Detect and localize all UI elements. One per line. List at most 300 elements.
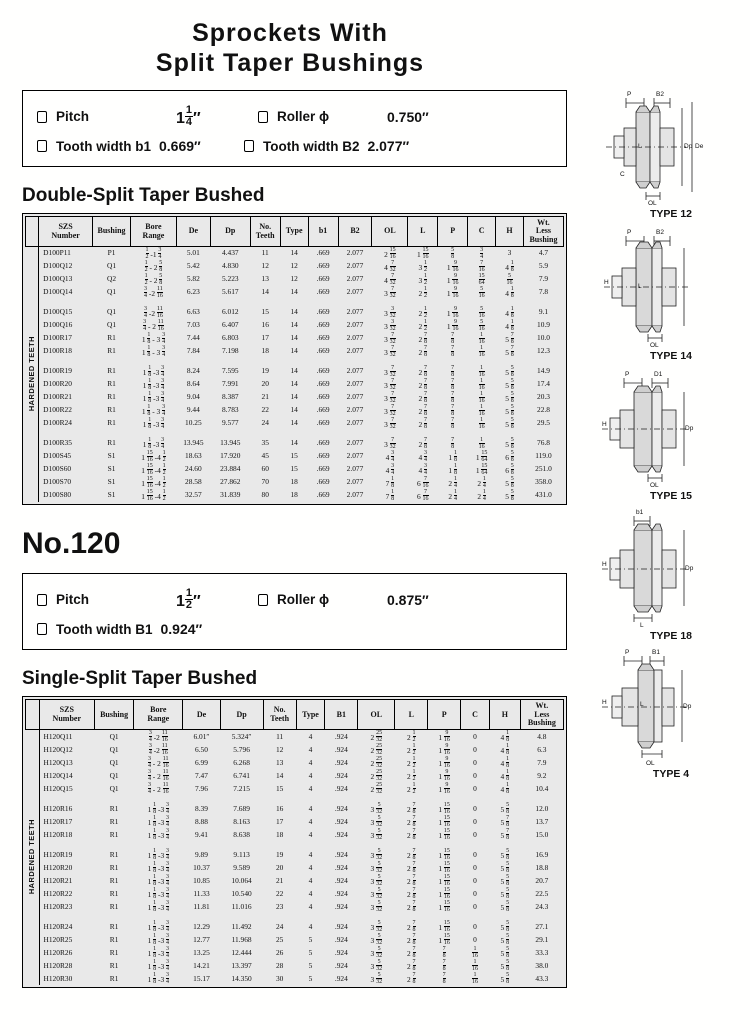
cell: R1 — [109, 901, 119, 911]
cell: 6 $\frac{5}{8}$ — [505, 450, 514, 464]
col-header: B2 — [338, 217, 372, 247]
cell: 5 $\frac{5}{8}$ — [500, 959, 510, 973]
value-tooth-width-b2: 2.077″ — [367, 138, 410, 154]
cell: $\frac{15}{64}$ — [478, 273, 485, 287]
cell: 15 — [290, 464, 298, 474]
col-header: H — [489, 700, 520, 730]
cell: 2 $\frac{1}{2}$ — [418, 319, 428, 333]
value-tooth-width-b1-120: 0.924″ — [160, 621, 203, 638]
cell: 14.21 — [193, 960, 210, 970]
cell: 3 $\frac{5}{32}$ — [370, 900, 383, 914]
table-row[interactable] — [26, 476, 564, 489]
cell: 4 $\frac{7}{32}$ — [384, 260, 396, 274]
cell: 6.803 — [221, 333, 239, 343]
cell: 76.8 — [537, 438, 550, 448]
cell: 2 $\frac{7}{8}$ — [418, 332, 428, 346]
cell: $\frac{1}{2}$ - 2 $\frac{5}{8}$ — [144, 273, 163, 287]
cell: $\frac{1}{16}$ — [478, 404, 485, 418]
cell: 5 $\frac{5}{8}$ — [500, 920, 510, 934]
cell: 10.4 — [535, 783, 549, 793]
cell: $\frac{1}{16}$ — [478, 437, 485, 451]
cell: H120R17 — [43, 816, 73, 826]
cell: 4 $\frac{1}{8}$ — [500, 756, 510, 770]
col-header: Bore Range — [131, 217, 177, 247]
col-header: P — [438, 217, 468, 247]
table-row[interactable] — [26, 365, 564, 378]
cell: D100S80 — [43, 490, 72, 500]
col-header: Wt. Less Bushing — [523, 217, 563, 247]
cell: 4 $\frac{1}{8}$ — [505, 260, 514, 274]
page-title-line1: Sprockets With — [192, 19, 388, 47]
table-row[interactable] — [26, 959, 564, 972]
table-row[interactable] — [26, 391, 564, 404]
cell: 1 $\frac{15}{16}$ -4 $\frac{1}{2}$ — [141, 476, 166, 490]
svg-text:OL: OL — [648, 200, 657, 206]
cell: .669 — [316, 274, 330, 284]
cell: 2 $\frac{25}{32}$ — [370, 782, 383, 796]
cell: 5 — [308, 947, 313, 957]
table-row[interactable] — [26, 861, 564, 874]
cell: 1 $\frac{15}{64}$ — [475, 463, 488, 477]
cell: R1 — [107, 418, 116, 428]
cell: 2 $\frac{7}{8}$ — [406, 887, 416, 901]
cell: 4 — [308, 888, 313, 898]
svg-text:b1: b1 — [636, 509, 644, 516]
cell: 3 $\frac{5}{32}$ — [370, 887, 383, 901]
cell: 8.638 — [233, 829, 250, 839]
cell: 4 $\frac{1}{8}$ — [505, 286, 514, 300]
cell: 14 — [290, 366, 298, 376]
cell: 5.324″ — [231, 731, 252, 741]
label-pitch-120: Pitch — [56, 592, 90, 608]
cell: $\frac{3}{4}$ - 2 $\frac{11}{16}$ — [147, 756, 169, 770]
cell: 10.0 — [537, 333, 550, 343]
cell: 5 $\frac{5}{8}$ — [500, 861, 510, 875]
table-row[interactable] — [26, 900, 564, 913]
cell: 1 $\frac{9}{16}$ — [446, 306, 459, 320]
svg-text:OL: OL — [650, 342, 659, 348]
cell: $\frac{7}{8}$ — [451, 417, 455, 431]
cell: 8.88 — [195, 816, 208, 826]
cell: 7.595 — [221, 366, 239, 376]
table-row[interactable] — [26, 743, 564, 756]
col-header: C — [468, 217, 496, 247]
cell: 10.064 — [231, 875, 252, 885]
cell: 2 $\frac{7}{8}$ — [406, 828, 416, 842]
cell: 5.9 — [538, 261, 549, 271]
section-heading-double-split: Double-Split Taper Bushed — [22, 185, 265, 206]
cell: 25 — [275, 934, 284, 944]
cell: 2.077 — [346, 366, 364, 376]
cell: 12 — [261, 261, 269, 271]
cell: 15 — [275, 783, 284, 793]
cell: 0 — [473, 770, 477, 780]
cell: Q1 — [107, 320, 117, 330]
cell: 1 $\frac{9}{16}$ — [438, 769, 450, 783]
cell: 3 $\frac{5}{32}$ — [370, 848, 383, 862]
table-row[interactable] — [26, 848, 564, 861]
cell: 4 $\frac{3}{4}$ — [385, 450, 395, 464]
svg-text:C: C — [620, 171, 625, 178]
cell: 10.25 — [185, 418, 202, 428]
cell: 2 $\frac{1}{4}$ — [448, 476, 457, 490]
cell: 2 $\frac{7}{8}$ — [406, 848, 416, 862]
cell: H120Q13 — [43, 757, 73, 767]
cell: $\frac{1}{16}$ — [472, 959, 478, 973]
table-row[interactable] — [26, 756, 564, 769]
cell: 2.077 — [346, 274, 364, 284]
cell: 3 $\frac{1}{2}$ — [418, 273, 428, 287]
cell: 1 $\frac{1}{8}$ - 3 $\frac{3}{4}$ — [141, 404, 166, 418]
cell: 2 $\frac{7}{8}$ — [406, 900, 416, 914]
cell: 5 $\frac{5}{8}$ — [505, 417, 514, 431]
cell: 30 — [275, 973, 284, 983]
cell: 9.44 — [186, 405, 200, 415]
spec-box-no120 — [22, 573, 567, 650]
svg-text:B1: B1 — [652, 649, 660, 656]
cell: 9.113 — [233, 849, 250, 859]
cell: 28 — [275, 960, 284, 970]
cell: 14 — [290, 379, 298, 389]
cell: 21 — [275, 875, 284, 885]
cell: 11 — [261, 248, 269, 258]
cell: 14 — [290, 392, 298, 402]
cell: 13.945 — [183, 438, 204, 448]
col-header: b1 — [308, 217, 338, 247]
table-row[interactable] — [26, 972, 564, 985]
cell: 7.47 — [195, 770, 208, 780]
table-row[interactable] — [26, 802, 564, 815]
cell: 38.0 — [535, 960, 549, 970]
cell: 5 $\frac{5}{8}$ — [500, 946, 510, 960]
cell: D100R35 — [43, 438, 72, 448]
cell: 10.9 — [537, 320, 550, 330]
cell: 5.796 — [233, 744, 250, 754]
cell: .669 — [316, 248, 330, 258]
cell: 2 $\frac{1}{4}$ — [477, 476, 486, 490]
cell: 3 $\frac{5}{32}$ — [370, 959, 383, 973]
cell: 5 $\frac{5}{8}$ — [500, 900, 510, 914]
cell: 4 — [308, 875, 313, 885]
col-header: Wt. Less Bushing — [520, 700, 563, 730]
table-row[interactable] — [26, 306, 564, 319]
cell: 5 $\frac{5}{8}$ — [505, 489, 514, 503]
cell: 20 — [261, 379, 269, 389]
table-row[interactable] — [26, 417, 564, 430]
cell: $\frac{7}{8}$ — [451, 378, 455, 392]
diagram-type-12 — [592, 88, 750, 220]
cell: 11.492 — [231, 921, 252, 931]
svg-text:OL: OL — [646, 760, 655, 766]
diagram-caption-1: TYPE 14 — [649, 350, 693, 362]
cell: 1 $\frac{1}{8}$ -3 $\frac{3}{4}$ — [147, 874, 169, 888]
svg-text:OL: OL — [650, 482, 659, 488]
table-row[interactable] — [26, 828, 564, 841]
label-tooth-width-b1-120: Tooth width B1 — [56, 621, 153, 637]
cell: 7.9 — [537, 757, 547, 767]
checkbox-roller[interactable] — [258, 111, 268, 123]
table-row[interactable] — [26, 332, 564, 345]
cell: 18.8 — [535, 862, 549, 872]
cell: 3 $\frac{5}{32}$ — [370, 972, 383, 986]
svg-text:Dp: Dp — [684, 143, 693, 150]
checkbox-tooth-width-b1-120[interactable] — [37, 623, 47, 635]
cell: .924 — [334, 901, 348, 911]
table-double-split — [25, 216, 564, 502]
cell: 2 $\frac{7}{8}$ — [406, 874, 416, 888]
cell: $\frac{1}{16}$ — [478, 345, 485, 359]
cell: 2 $\frac{15}{16}$ — [384, 247, 396, 261]
cell: 3 $\frac{7}{32}$ — [384, 345, 396, 359]
col-header: B1 — [325, 700, 358, 730]
diagram-caption-4: TYPE 4 — [652, 768, 690, 780]
cell: R1 — [109, 803, 119, 813]
cell: H120R20 — [43, 862, 73, 872]
cell: 1 $\frac{15}{16}$ -4 $\frac{1}{2}$ — [141, 450, 166, 464]
checkbox-tooth-width-b2[interactable] — [244, 140, 254, 152]
cell: 4 — [308, 744, 313, 754]
cell: Q1 — [109, 731, 119, 741]
cell: $\frac{1}{16}$ — [478, 417, 485, 431]
cell: 24.3 — [535, 901, 549, 911]
col-header: Dp — [220, 700, 263, 730]
cell: 1 $\frac{1}{8}$ — [448, 463, 457, 477]
value-tooth-width-b1: 0.669″ — [158, 138, 201, 154]
table-row[interactable] — [26, 319, 564, 332]
table-row[interactable] — [26, 874, 564, 887]
cell: 7.9 — [538, 274, 549, 284]
cell: 4 — [308, 901, 313, 911]
table-row[interactable] — [26, 782, 564, 795]
cell: .669 — [316, 333, 330, 343]
svg-text:L: L — [640, 622, 644, 628]
cell: 5 $\frac{5}{8}$ — [500, 887, 510, 901]
table-row[interactable] — [26, 345, 564, 358]
table-row[interactable] — [26, 489, 564, 502]
cell: 7.991 — [221, 379, 239, 389]
cell: 14.350 — [231, 973, 252, 983]
cell: 2 $\frac{7}{8}$ — [406, 920, 416, 934]
cell: 20.3 — [537, 392, 550, 402]
table-row[interactable] — [26, 933, 564, 946]
cell: 6.3 — [537, 744, 547, 754]
cell: 5.42 — [186, 261, 200, 271]
cell: 7.03 — [186, 320, 200, 330]
cell: 5.01 — [186, 248, 200, 258]
cell: $\frac{3}{4}$ -2 $\frac{11}{16}$ — [148, 743, 168, 757]
cell: 2 $\frac{7}{8}$ — [406, 802, 416, 816]
table-row[interactable] — [26, 887, 564, 900]
cell: 5 $\frac{7}{8}$ — [500, 828, 510, 842]
cell: 13.397 — [231, 960, 252, 970]
diagram-column — [592, 88, 750, 786]
cell: 18 — [261, 346, 269, 356]
table-row[interactable] — [26, 260, 564, 273]
cell: 1 $\frac{9}{16}$ — [438, 756, 450, 770]
cell: .924 — [334, 803, 348, 813]
cell: $\frac{5}{16}$ — [506, 273, 513, 287]
table-row[interactable] — [26, 769, 564, 782]
cell: 4 $\frac{1}{8}$ — [505, 306, 514, 320]
cell: R1 — [107, 392, 116, 402]
cell: .669 — [316, 287, 330, 297]
cell: 0 — [473, 783, 477, 793]
cell: 1 $\frac{15}{16}$ — [438, 802, 450, 816]
cell: 2 $\frac{1}{2}$ — [418, 286, 428, 300]
cell: 70 — [261, 477, 269, 487]
checkbox-pitch-120[interactable] — [37, 594, 47, 606]
cell: 2.077 — [346, 346, 364, 356]
cell: 6 $\frac{5}{8}$ — [505, 463, 514, 477]
cell: 10.85 — [193, 875, 210, 885]
cell: 2.077 — [346, 333, 364, 343]
cell: Q1 — [107, 287, 117, 297]
cell: 1 $\frac{1}{8}$ -3 $\frac{3}{4}$ — [142, 378, 165, 392]
cell: 2.077 — [346, 392, 364, 402]
cell: 1 $\frac{1}{8}$ -3 $\frac{3}{4}$ — [142, 437, 165, 451]
cell: R1 — [109, 947, 119, 957]
cell: 18 — [290, 490, 298, 500]
cell: 2 $\frac{1}{2}$ — [406, 743, 416, 757]
cell: 8.64 — [186, 379, 200, 389]
cell: 431.0 — [535, 490, 552, 500]
cell: 3 $\frac{7}{32}$ — [384, 391, 396, 405]
table-row[interactable] — [26, 404, 564, 417]
table-row[interactable] — [26, 378, 564, 391]
vertical-label: HARDENED TEETH — [26, 247, 39, 503]
cell: 1 $\frac{9}{16}$ — [438, 782, 450, 796]
cell: D100S45 — [43, 451, 72, 461]
cell: 3 $\frac{1}{2}$ — [418, 260, 428, 274]
col-header: SZS Number — [39, 700, 95, 730]
page-title — [0, 0, 580, 78]
cell: 29.1 — [535, 934, 549, 944]
cell: 2 $\frac{7}{8}$ — [406, 815, 416, 829]
cell: 1 $\frac{1}{8}$ -3 $\frac{3}{4}$ — [147, 828, 169, 842]
cell: 12.444 — [231, 947, 252, 957]
cell: 0 — [473, 731, 477, 741]
cell: 1 $\frac{1}{8}$ -3 $\frac{3}{4}$ — [147, 815, 169, 829]
sprocket-drawing-type-12 — [596, 88, 746, 206]
cell: H120R28 — [43, 960, 73, 970]
cell: .669 — [316, 477, 330, 487]
cell: 31.839 — [220, 490, 241, 500]
cell: 8.783 — [221, 405, 239, 415]
table-row[interactable] — [26, 286, 564, 299]
table-row[interactable] — [26, 437, 564, 450]
cell: $\frac{3}{4}$ -2 $\frac{11}{16}$ — [144, 286, 163, 300]
page-title-line2: Split Taper Bushings — [155, 49, 425, 77]
cell: 5 $\frac{7}{8}$ — [505, 345, 514, 359]
svg-text:P: P — [625, 649, 630, 656]
cell: 1 $\frac{9}{16}$ — [438, 743, 450, 757]
cell: 35 — [261, 438, 269, 448]
table-row[interactable] — [26, 273, 564, 286]
cell: 27.1 — [535, 921, 549, 931]
svg-text:B2: B2 — [656, 91, 664, 98]
cell: 1 $\frac{1}{8}$ -3 $\frac{3}{4}$ — [147, 887, 169, 901]
cell: 2 $\frac{7}{8}$ — [406, 861, 416, 875]
svg-text:L: L — [640, 701, 644, 708]
value-roller-120: 0.875″ — [387, 591, 429, 608]
cell: 1 $\frac{15}{16}$ — [438, 900, 450, 914]
cell: 6.99 — [195, 757, 208, 767]
table-row[interactable] — [26, 463, 564, 476]
cell: 43.3 — [535, 973, 549, 983]
cell: $\frac{1}{2}$ -1 $\frac{3}{4}$ — [145, 247, 162, 261]
table-row[interactable] — [26, 946, 564, 959]
cell: 5 $\frac{5}{8}$ — [500, 972, 510, 986]
cell: 358.0 — [535, 477, 552, 487]
cell: 1 $\frac{15}{16}$ — [438, 815, 450, 829]
cell: 4.437 — [221, 248, 239, 258]
cell: 15 — [290, 451, 298, 461]
cell: .669 — [316, 320, 330, 330]
cell: 9.41 — [195, 829, 208, 839]
svg-text:H: H — [602, 699, 607, 706]
cell: D100S60 — [43, 464, 72, 474]
cell: 14 — [290, 405, 298, 415]
cell: 2 $\frac{7}{8}$ — [418, 404, 428, 418]
cell: 2.077 — [346, 418, 364, 428]
cell: H120R23 — [43, 901, 73, 911]
cell: 2 $\frac{1}{2}$ — [406, 782, 416, 796]
cell: 4 — [308, 757, 313, 767]
svg-text:L: L — [638, 143, 642, 150]
cell: 14 — [290, 320, 298, 330]
cell: .924 — [334, 744, 348, 754]
checkbox-roller-120[interactable] — [258, 594, 268, 606]
col-header: H — [496, 217, 524, 247]
cell: 6 $\frac{7}{16}$ — [416, 476, 429, 490]
row-gap — [26, 913, 564, 920]
cell: 2 $\frac{7}{8}$ — [418, 365, 428, 379]
checkbox-pitch[interactable] — [37, 111, 47, 123]
cell: 1 $\frac{15}{16}$ — [438, 861, 450, 875]
checkbox-tooth-width-b1[interactable] — [37, 140, 47, 152]
col-header: Type — [280, 217, 308, 247]
label-roller: Roller ϕ — [277, 109, 330, 124]
cell: 5 $\frac{5}{8}$ — [500, 874, 510, 888]
cell: 1 $\frac{15}{16}$ -4 $\frac{1}{2}$ — [141, 463, 166, 477]
cell: 3 $\frac{5}{32}$ — [370, 933, 383, 947]
cell: 4.830 — [221, 261, 239, 271]
cell: 2.077 — [346, 405, 364, 415]
cell: .669 — [316, 438, 330, 448]
cell: 2 $\frac{25}{32}$ — [370, 730, 383, 744]
heading-no120: No.120 — [22, 527, 121, 561]
cell: 13.7 — [535, 816, 549, 826]
table-row[interactable] — [26, 920, 564, 933]
cell: 2.077 — [346, 287, 364, 297]
table-row[interactable] — [26, 450, 564, 463]
cell: 60 — [261, 464, 269, 474]
cell: 45 — [261, 451, 269, 461]
cell: 4.8 — [537, 731, 547, 741]
cell: 9.589 — [233, 862, 250, 872]
cell: R1 — [109, 875, 119, 885]
cell: 1 $\frac{1}{8}$ -3 $\frac{3}{4}$ — [147, 959, 169, 973]
cell: $\frac{5}{8}$ — [451, 247, 455, 261]
row-gap — [26, 795, 564, 802]
cell: 4 $\frac{1}{8}$ — [500, 769, 510, 783]
cell: 5 $\frac{7}{8}$ — [505, 332, 514, 346]
col-header: C — [461, 700, 490, 730]
svg-text:H: H — [604, 279, 609, 286]
table-row[interactable] — [26, 815, 564, 828]
cell: 24.60 — [185, 464, 202, 474]
cell: 1 $\frac{15}{16}$ — [438, 933, 450, 947]
